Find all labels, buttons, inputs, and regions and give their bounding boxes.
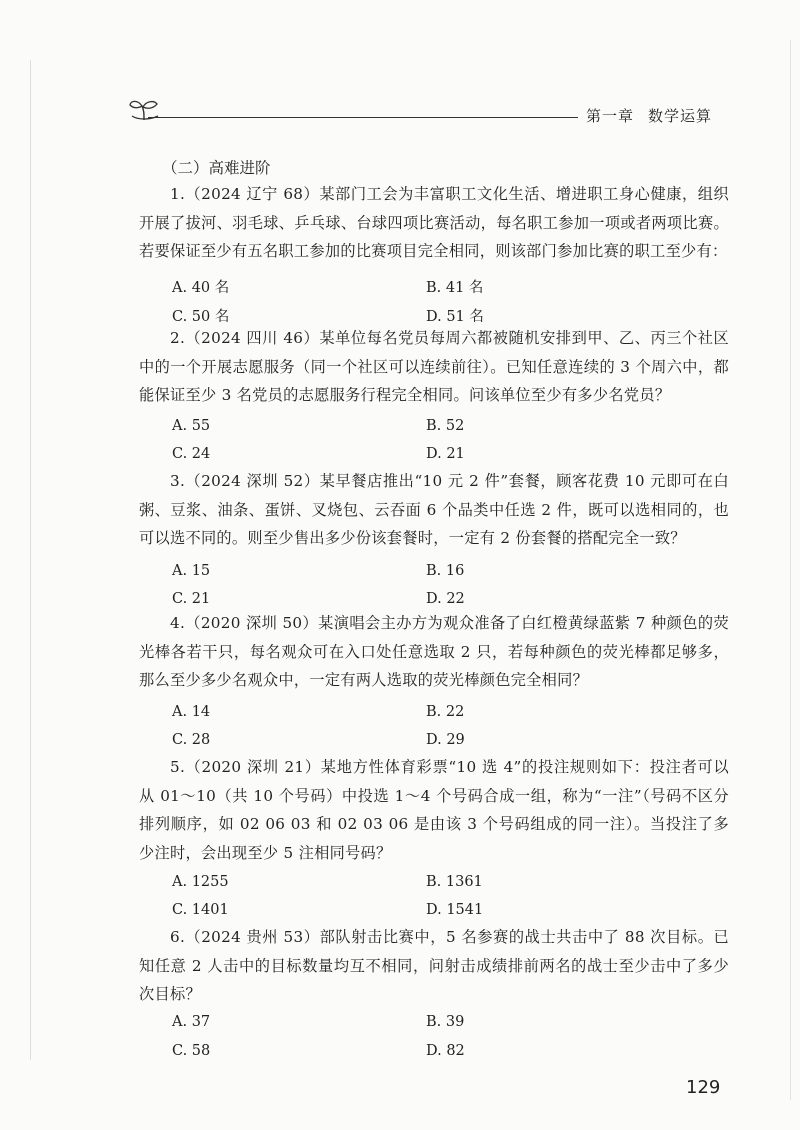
q6-option-b: B. 39 <box>426 1014 465 1030</box>
q5-option-c: C. 1401 <box>172 902 229 918</box>
question-4: 4.（2020 深圳 50）某演唱会主办方为观众准备了白红橙黄绿蓝紫 7 种颜色的荧光棒各若干只，每名观众可在入口处任意选取 2 只，若每种颜色的荧光棒都足够多，那么至少多少名观众中，一定有两人选取的荧光棒颜色完全相同？ <box>139 614 729 689</box>
question-6: 6.（2024 贵州 53）部队射击比赛中，5 名参赛的战士共击中了 88 次目标。已知任意 2 人击中的目标数量均互不相同，问射击成绩排前两名的战士至少击中了多少次目标？ <box>139 928 729 1003</box>
chapter-title: 数学运算 <box>648 107 713 125</box>
chapter-label: 第一章 <box>586 107 635 125</box>
q5-option-b: B. 1361 <box>426 874 483 890</box>
q2-option-a: A. 55 <box>172 418 211 434</box>
q4-option-d: D. 29 <box>426 732 465 748</box>
section-title: （二）高难进阶 <box>162 159 271 177</box>
q1-option-d: D. 51 名 <box>426 309 484 325</box>
q6-option-a: A. 37 <box>172 1014 211 1030</box>
header-rule <box>148 117 578 118</box>
q1-option-a: A. 40 名 <box>172 280 230 296</box>
q5-option-d: D. 1541 <box>426 902 484 918</box>
q6-option-d: D. 82 <box>426 1043 465 1059</box>
q3-option-c: C. 21 <box>172 591 211 607</box>
q6-option-c: C. 58 <box>172 1043 211 1059</box>
question-3: 3.（2024 深圳 52）某早餐店推出“10 元 2 件”套餐，顾客花费 10 元即可在白粥、豆浆、油条、蛋饼、叉烧包、云吞面 6 个品类中任选 2 件，既可以选相同的，也可以选不同的。则至少售出多少份该套餐时，一定有 2 份套餐的搭配完全一致？ <box>139 472 729 547</box>
sprout-icon <box>128 96 160 122</box>
q4-option-a: A. 14 <box>172 704 211 720</box>
q2-option-b: B. 52 <box>426 418 465 434</box>
scan-edge-line-right <box>790 40 791 1100</box>
q4-option-c: C. 28 <box>172 732 211 748</box>
q1-option-b: B. 41 名 <box>426 280 484 296</box>
page-number: 129 <box>686 1077 721 1098</box>
q5-option-a: A. 1255 <box>172 874 229 890</box>
question-5: 5.（2020 深圳 21）某地方性体育彩票“10 选 4”的投注规则如下：投注者可以从 01～10（共 10 个号码）中投选 1～4 个号码合成一组，称为“一注”（号码不区分排列顺序，如 02 06 03 和 02 03 06 是由该 3 个号码组成的同一注）。当投注了多少注时，会出现至少 5 注相同号码？ <box>139 758 729 862</box>
q3-option-b: B. 16 <box>426 563 465 579</box>
running-header <box>586 105 712 126</box>
q4-option-b: B. 22 <box>426 704 465 720</box>
q3-option-d: D. 22 <box>426 591 465 607</box>
q3-option-a: A. 15 <box>172 563 211 579</box>
q2-option-c: C. 24 <box>172 446 211 462</box>
q2-option-d: D. 21 <box>426 446 465 462</box>
question-1: 1.（2024 辽宁 68）某部门工会为丰富职工文化生活、增进职工身心健康，组织开展了拔河、羽毛球、乒乓球、台球四项比赛活动，每名职工参加一项或者两项比赛。若要保证至少有五名职工参加的比赛项目完全相同，则该部门参加比赛的职工至少有： <box>139 185 729 260</box>
scan-edge-line <box>30 60 31 1060</box>
q1-option-c: C. 50 名 <box>172 309 230 325</box>
question-2: 2.（2024 四川 46）某单位每名党员每周六都被随机安排到甲、乙、丙三个社区中的一个开展志愿服务（同一个社区可以连续前往）。已知任意连续的 3 个周六中，都能保证至少 3 名党员的志愿服务行程完全相同。问该单位至少有多少名党员？ <box>139 329 729 404</box>
